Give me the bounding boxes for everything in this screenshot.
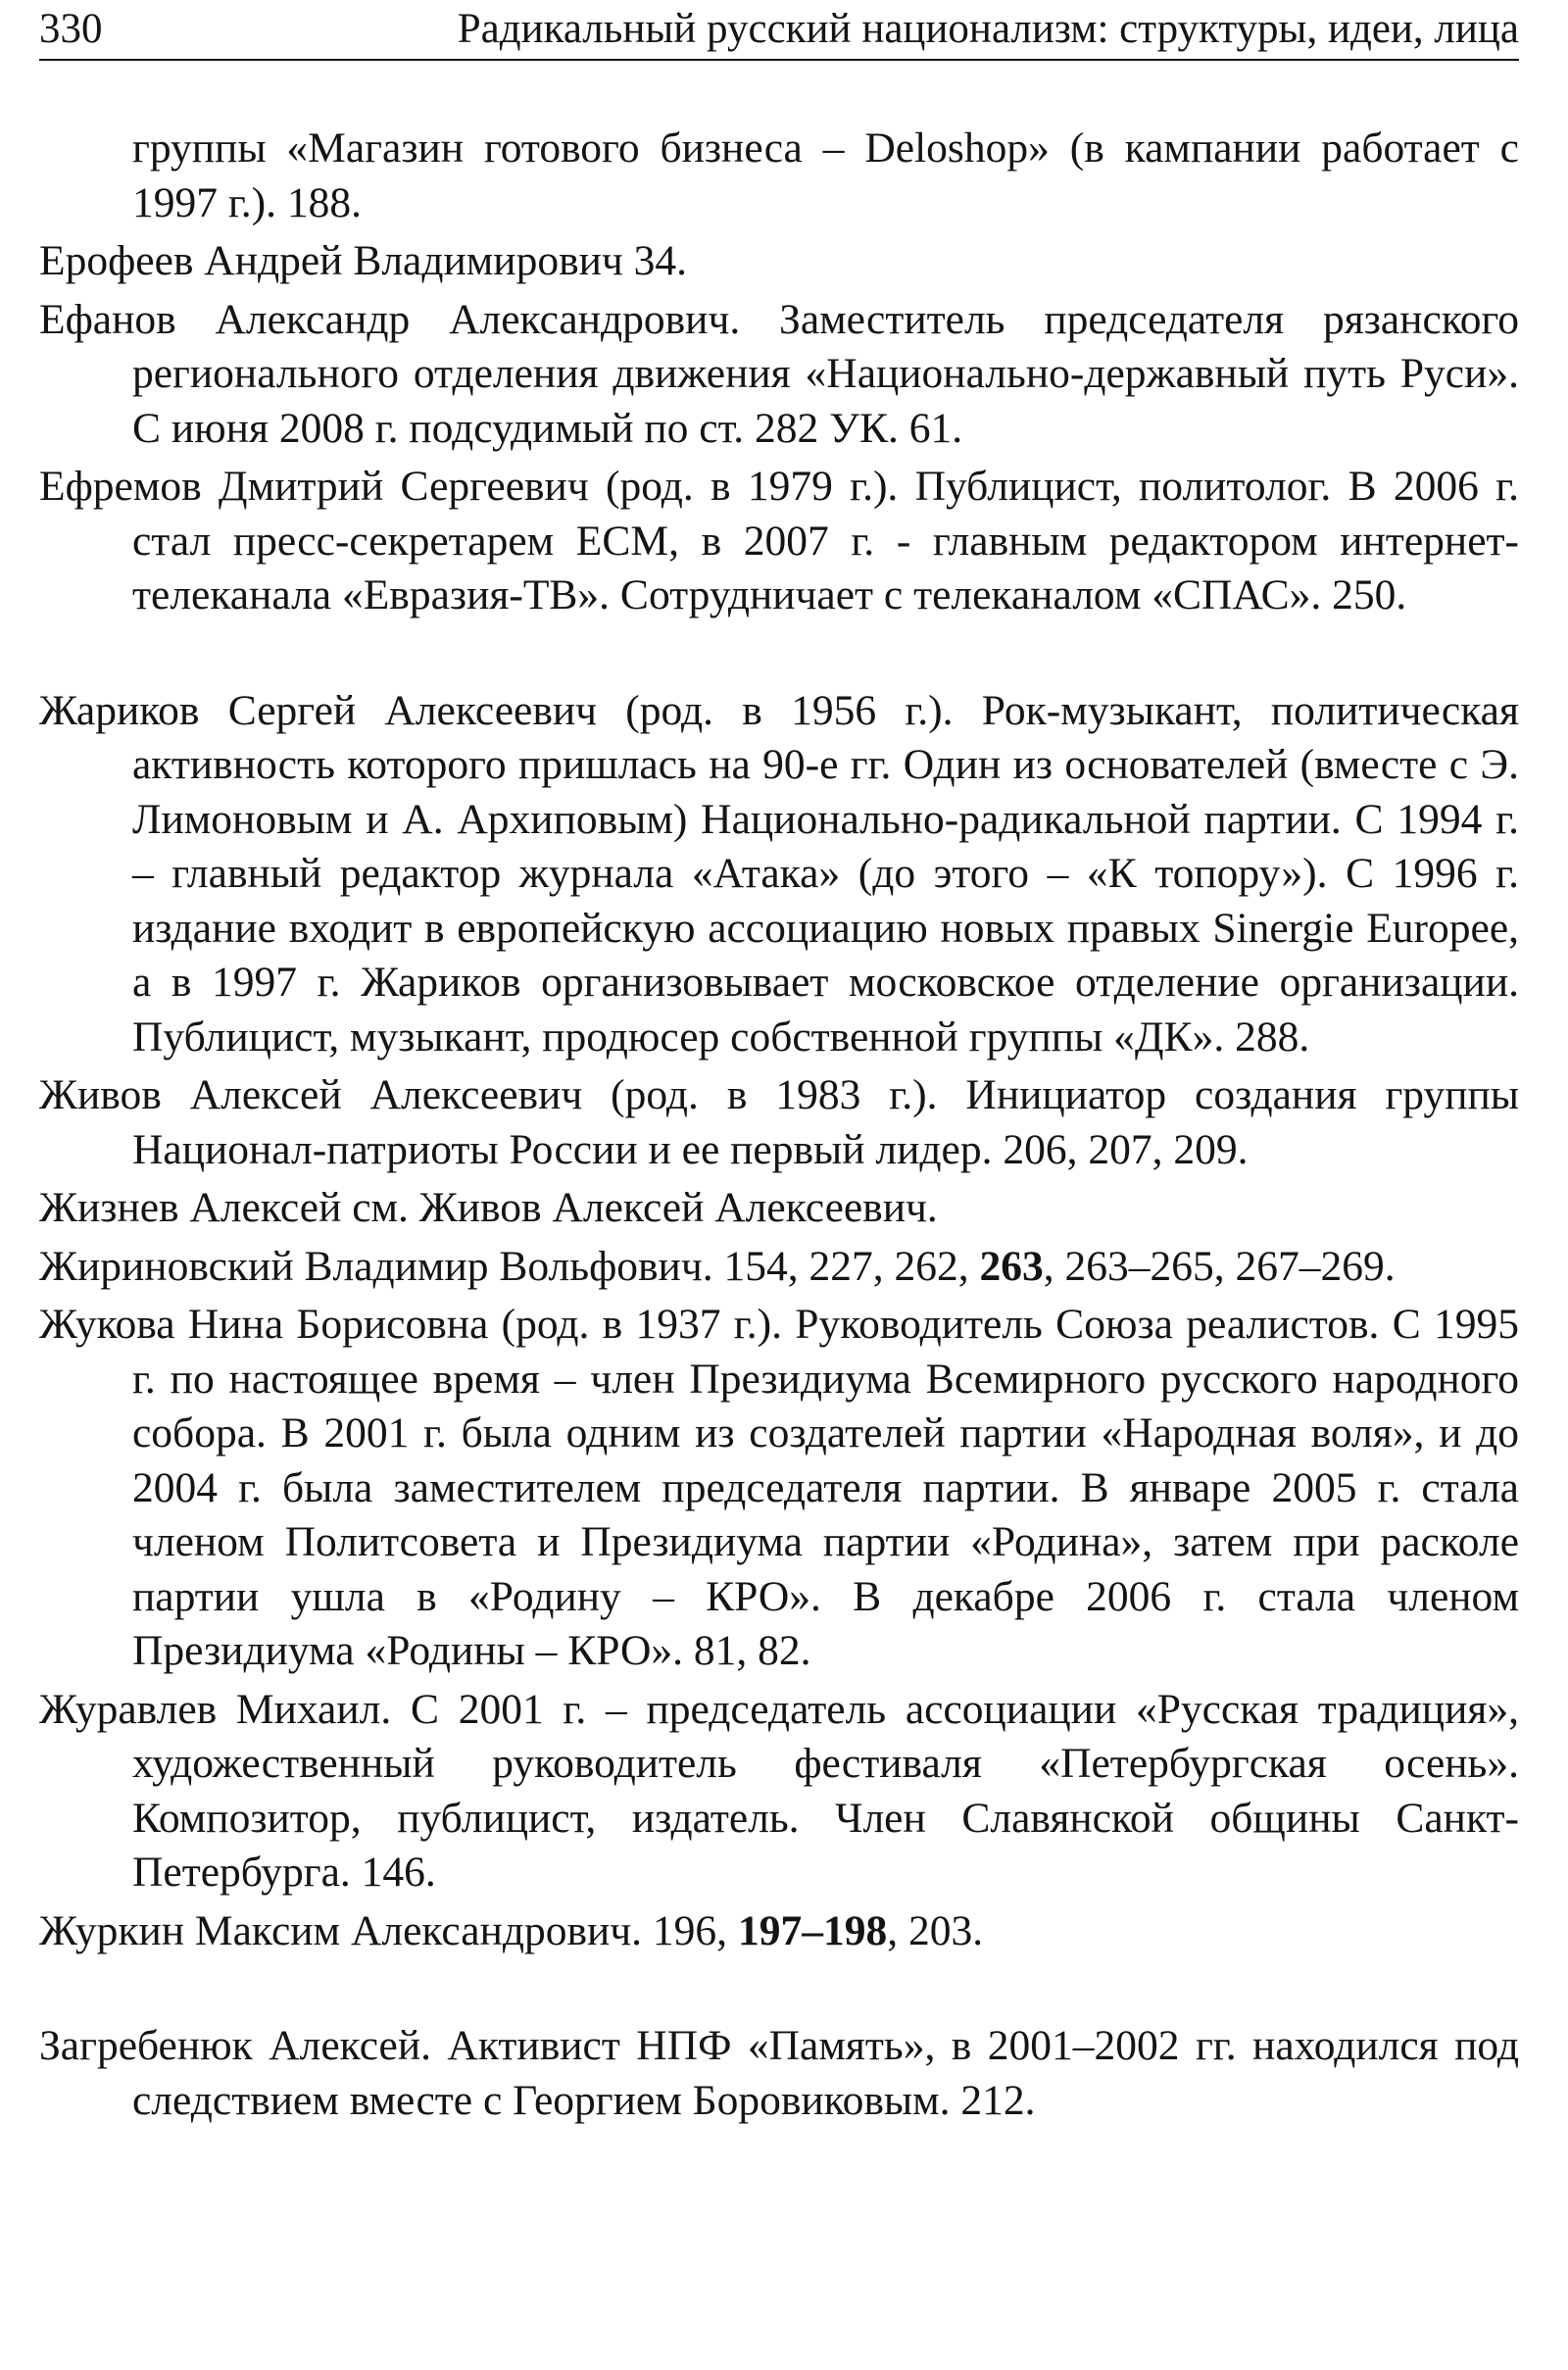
- index-entry-zharikov: Жариков Сергей Алексеевич (род. в 1956 г.). Рок-музыкант, политическая активность которого пришлась на 90-е гг. Один из основателей (вместе с Э. Лимоновым и А. Архиповым) Национально-радикальной партии. С 1994 г. – главный редактор журнала «Атака» (до этого – «К топору»). С 1996 г. издание входит в европейскую ассоциацию новых правых Sinergie Europee, а в 1997 г. Жариков организовывает московское отделение организации. Публицист, музыкант, продюсер собственной группы «ДК». 288.: [39, 686, 1519, 1061]
- running-title: Радикальный русский национализм: структуры, идеи, лица: [457, 6, 1519, 52]
- index-entry-continuation: группы «Магазин готового бизнеса – Deloshop» (в кампании работает с 1997 г.). 188.: [132, 124, 1519, 226]
- index-entry-zhirinovsky: [39, 1240, 1519, 1295]
- index-entry-zhuravlev: Журавлев Михаил. С 2001 г. – председатель ассоциации «Русская традиция», художественный руководитель фестиваля «Петербургская осень». Композитор, публицист, издатель. Член Славянской общины Санкт-Петербурга. 146.: [39, 1685, 1519, 1896]
- page-number: 330: [39, 6, 103, 52]
- index-entry-efremov: Ефремов Дмитрий Сергеевич (род. в 1979 г.). Публицист, политолог. В 2006 г. стал пресс-секретарем ЕСМ, в 2007 г. - главным редактором интернет-телеканала «Евразия-ТВ». Сотрудничает с телеканалом «СПАС». 250.: [39, 463, 1519, 618]
- index-entry-zhukova: Жукова Нина Борисовна (род. в 1937 г.). Руководитель Союза реалистов. С 1995 г. по настоящее время – член Президиума Всемирного русского народного собора. В 2001 г. была одним из создателей партии «Народная воля», и до 2004 г. была заместителем председателя партии. В январе 2005 г. стала членом Политсовета и Президиума партии «Родина», затем при расколе партии ушла в «Родину – КРО». В декабре 2006 г. стала членом Президиума «Родины – КРО». 81, 82.: [39, 1301, 1519, 1674]
- index-entry-zhurkin: [39, 1904, 1519, 1959]
- entry-bold-page: 197–198: [737, 1906, 888, 1954]
- index-entry-zagrebenyuk: Загребенюк Алексей. Активист НПФ «Память», в 2001–2002 гг. находился под следствием вместе с Георгием Боровиковым. 212.: [39, 2022, 1519, 2124]
- entry-bold-page: 263: [979, 1242, 1044, 1290]
- index-body: [39, 122, 1519, 2128]
- entry-text: , 203.: [887, 1906, 984, 1954]
- index-entry-efanov: Ефанов Александр Александрович. Заместитель председателя рязанского регионального отделения движения «Национально-державный путь Руси». С июня 2008 г. подсудимый по ст. 282 УК. 61.: [39, 295, 1519, 452]
- page-header: [39, 0, 1519, 61]
- entry-text: Журкин Максим Александрович. 196,: [39, 1906, 738, 1954]
- entry-text: Жириновский Владимир Вольфович. 154, 227, 262,: [39, 1242, 980, 1290]
- book-page: [39, 0, 1519, 2132]
- index-entry-zhivov: Живов Алексей Алексеевич (род. в 1983 г.). Инициатор создания группы Национал-патриоты России и ее первый лидер. 206, 207, 209.: [39, 1071, 1519, 1173]
- entry-text: , 263–265, 267–269.: [1043, 1242, 1396, 1290]
- index-entry-erofeev: Ерофеев Андрей Владимирович 34.: [39, 237, 688, 284]
- index-entry-zhiznev: Жизнев Алексей см. Живов Алексей Алексеевич.: [39, 1184, 938, 1231]
